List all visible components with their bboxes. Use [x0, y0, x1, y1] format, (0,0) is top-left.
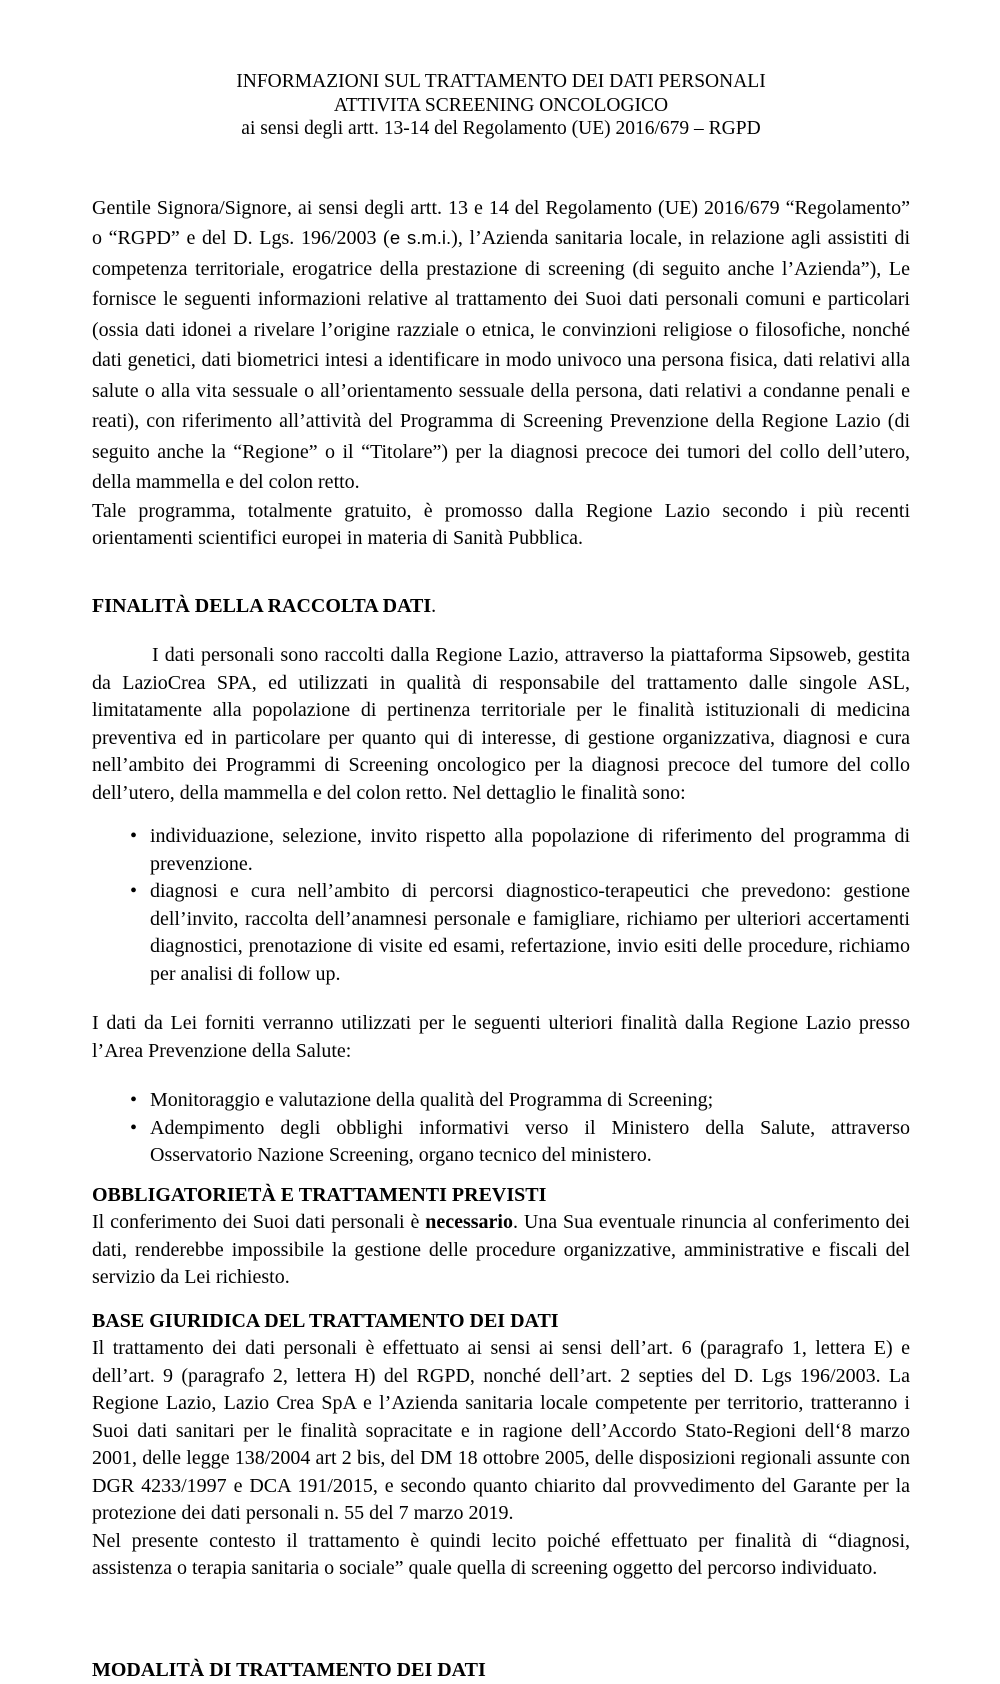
heading-text: FINALITÀ DELLA RACCOLTA DATI: [92, 595, 431, 617]
base-giuridica-paragraph-2: Nel presente contesto il trattamento è quindi lecito poiché effettuato per finalità di “diagnosi, assistenza o terapia sanitaria o sociale” quale quella di screening oggetto del percorso individuato.: [92, 1528, 910, 1583]
finalita-paragraph: I dati personali sono raccolti dalla Regione Lazio, attraverso la piattaforma Sipsoweb, gestita da LazioCrea SPA, ed utilizzati in qualità di responsabile del trattamento dalle singole ASL, limitatamente alla popolazione di pertinenza territoriale per le finalità istituzionali di medicina preventiva ed in particolare per quanto qui di interesse, di gestione organizzativa, diagnosi e cura nell’ambito dei Programmi di Screening oncologico per la diagnosi precoce del tumore del collo dell’utero, della mammella e del colon retto. Nel dettaglio le finalità sono:: [92, 642, 910, 807]
base-giuridica-paragraph-1: Il trattamento dei dati personali è effettuato ai sensi ai sensi dell’art. 6 (paragrafo 1, lettera E) e dell’art. 9 (paragrafo 2, lettera H) del RGPD, nonché dell’art. 2 septies del D. Lgs 196/2003. La Regione Lazio, Lazio Crea SpA e l’Azienda sanitaria locale competente per territorio, tratteranno i Suoi dati sanitari per le finalità sopracitate e in ragione dell’Accordo Stato-Regioni dell‘8 marzo 2001, delle legge 138/2004 art 2 bis, del DM 18 ottobre 2005, delle disposizioni regionali assunte con DGR 4233/1997 e DCA 191/2015, e secondo quanto chiarito dal provvedimento del Garante per la protezione dei dati personali n. 55 del 7 marzo 2019.: [92, 1335, 910, 1528]
intro-paragraph: [92, 193, 910, 498]
intro-smi-note: e s.m.i.: [390, 227, 451, 248]
page-title: [92, 70, 910, 141]
list-item: • individuazione, selezione, invito rispetto alla popolazione di riferimento del programma di prevenzione.: [92, 823, 910, 878]
heading-base-giuridica: BASE GIURIDICA DEL TRATTAMENTO DEI DATI: [92, 1308, 910, 1336]
heading-finalita-raccolta-dati: [92, 593, 910, 621]
ulteriori-finalita-bullet-list: [92, 1087, 910, 1170]
heading-modalita-trattamento: MODALITÀ DI TRATTAMENTO DEI DATI: [92, 1657, 910, 1684]
spacer: [92, 1170, 910, 1182]
title-line-3: ai sensi degli artt. 13-14 del Regolamento (UE) 2016/679 – RGPD: [92, 117, 910, 141]
title-line-2: ATTIVITA SCREENING ONCOLOGICO: [92, 94, 910, 118]
spacer: [92, 1635, 910, 1657]
finalita-bullet-list: [92, 823, 910, 988]
obbligatorieta-text-part1: Il conferimento dei Suoi dati personali è: [92, 1211, 425, 1233]
heading-trailing-period: .: [431, 595, 436, 617]
spacer: [92, 553, 910, 593]
title-line-1: INFORMAZIONI SUL TRATTAMENTO DEI DATI PERSONALI: [92, 70, 910, 94]
list-item: • Monitoraggio e valutazione della qualità del Programma di Screening;: [92, 1087, 910, 1115]
obbligatorieta-emphasis: necessario: [425, 1211, 513, 1233]
spacer: [92, 1292, 910, 1308]
intro-text-part2: ), l’Azienda sanitaria locale, in relazione agli assistiti di competenza territoriale, erogatrice della prestazione di screening (di seguito anche l’Azienda”), Le fornisce le seguenti informazioni relative al trattamento dei Suoi dati personali comuni e particolari (ossia dati idonei a rivelare l’origine razziale o etnica, le convinzioni religiose o filosofiche, nonché dati genetici, dati biometrici intesi a identificare in modo univoco una persona fisica, dati relativi alla salute o alla vita sessuale o all’orientamento sessuale della persona, dati relativi a condanne penali e reati), con riferimento all’attività del Programma di Screening Prevenzione della Regione Lazio (di seguito anche la “Regione” o il “Titolare”) per la diagnosi precoce dei tumori del collo dell’utero, della mammella e del colon retto.: [92, 227, 910, 493]
list-item: • Adempimento degli obblighi informativi verso il Ministero della Salute, attraverso Osservatorio Nazione Screening, organo tecnico del ministero.: [92, 1115, 910, 1170]
spacer: [92, 1065, 910, 1087]
ulteriori-finalita-paragraph: I dati da Lei forniti verranno utilizzati per le seguenti ulteriori finalità dalla Regione Lazio presso l’Area Prevenzione della Salute:: [92, 1010, 910, 1065]
obbligatorieta-paragraph: [92, 1209, 910, 1292]
intro-text-part1: Gentile Signora/Signore, ai sensi degli artt. 13 e 14 del Regolamento (UE) 2016/679 “Regolamento” o “RGPD” e del D. Lgs. 196/2003 (: [92, 197, 910, 250]
spacer: [92, 620, 910, 642]
heading-obbligatorieta: OBBLIGATORIETÀ E TRATTAMENTI PREVISTI: [92, 1182, 910, 1210]
intro-second-paragraph: Tale programma, totalmente gratuito, è promosso dalla Regione Lazio secondo i più recenti orientamenti scientifici europei in materia di Sanità Pubblica.: [92, 498, 910, 553]
spacer: [92, 141, 910, 193]
spacer: [92, 807, 910, 823]
spacer: [92, 1583, 910, 1635]
obbligatorieta-text-part2: . Una Sua eventuale rinuncia al conferimento dei dati, renderebbe impossibile la gestione delle procedure organizzative, amministrative e fiscali del servizio da Lei richiesto.: [92, 1211, 910, 1288]
spacer: [92, 988, 910, 1010]
list-item: • diagnosi e cura nell’ambito di percorsi diagnostico-terapeutici che prevedono: gestione dell’invito, raccolta dell’anamnesi personale e famigliare, richiamo per ulteriori accertamenti diagnostici, prenotazione di visite ed esami, refertazione, invio esiti delle procedure, richiamo per analisi di follow up.: [92, 878, 910, 988]
